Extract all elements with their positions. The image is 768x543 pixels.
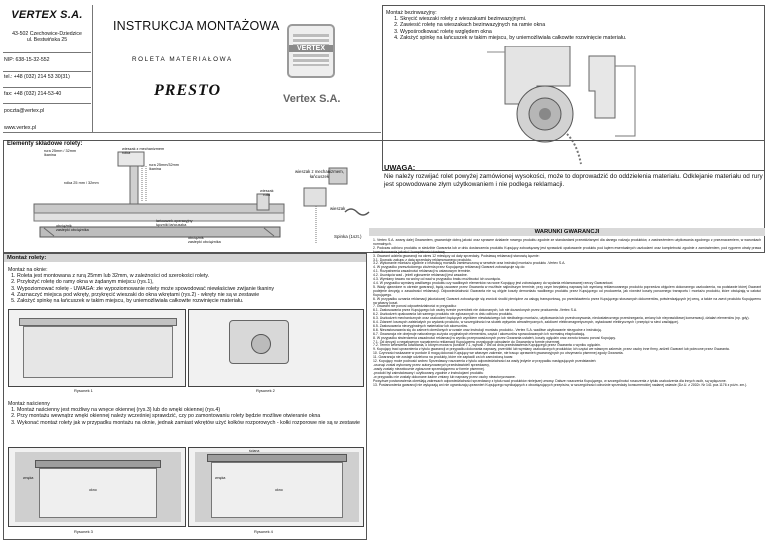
install-panel xyxy=(3,253,367,540)
warranty-paragraph: 6.3. Uszkodzeń mechanicznych oraz uszkodzeń będących wynikiem niewłaściwego lub niedbałego montażu, użytkowania lub przechowywania, niedostatecznego przestrzegania, zmiany lub nieprawidłowej konserwacji, działań elementów (np. gdy). xyxy=(373,316,750,321)
figure-4-caption: Rysunek 4 xyxy=(254,529,273,534)
warranty-paragraph: Powyższe postanowienia określają zakresach odpowiedzialności sprzedawcy z tytułu wad produktów niniejszej umowy. Dalsze roszczenia Kupującego, w szczególności roszczenia z tytułu uszkodzenia dla innych osób, są wyłączone. xyxy=(373,378,727,383)
figure-2 xyxy=(188,309,364,387)
label-sciana: ściana xyxy=(249,449,260,453)
label-spinka: Spinka (1szt.) xyxy=(334,234,362,239)
warranty-paragraph: -usunąć został wykonany przez autoryzowanych przedstawicieli sprzedawcy, xyxy=(373,363,490,367)
list-item: 1. Skręcić wieszaki rolety z wieszakami bezinwazyjnymi. xyxy=(400,16,749,22)
warranty-paragraph: -produkt był zainstalowany i użytkowany zgodnie z instrukcjami produktu xyxy=(373,370,484,375)
label-okno: okno xyxy=(89,488,97,492)
figure-3 xyxy=(8,447,186,527)
list-item: 2. Przyłożyć roletę do ramy okna w żądanym miejscu (rys.1), xyxy=(17,279,366,285)
list-item: 3. Wypoziomować roletę - UWAGA: złe wypoziomowanie rolety może spowodować niewłaściwe zwijanie tkaniny xyxy=(17,286,366,292)
warranty-paragraph: 1. Vertex S.A. zwany dalej Gwarantem, gwarantuje dobrą jakość oraz sprawne działanie nowego produktu zgodnie ze standardami przewidzianymi dla danego rodzaju produktów, z zastrzeżeniem użytkowania zgodnego z przeznaczeniem, w warunkach normalnych. xyxy=(373,238,761,246)
company-fax: fax: +48 (032) 214-53-40 xyxy=(4,91,62,98)
warranty-paragraph: 7.1. Od decyzji o negatywnym rozpatrzeniu reklamacji Kupującemu przysługuje odwołanie do Gwaranta w formie pisemnej. xyxy=(373,339,561,344)
warranty-paragraph: 12. Kupujący może podnosić wobec Sprzedawcy roszczenia z tytułu odpowiedzialności za wady jedynie w przypadku następujących przedstawień: xyxy=(373,359,597,364)
divider xyxy=(3,71,91,72)
list-item: 4. Zaznaczyć miejsca pod wkręty, przykręcić wieszaki do okna wkrętami (rys.2) - wkręty nie są w zestawie xyxy=(17,292,366,298)
warranty-paragraph: 9. Kupujący traci uprawnienia z tytułu gwarancji w przypadku dokonania naprawy, przeróbki lub wymiany uszkodzonych produktów, ich części we własnym zakresie, przez osoby inne firmy, aniżeli Gwarant lub polecone przez Gwaranta. xyxy=(373,347,730,352)
list-item: 3. Wypośrodkować roletę względem okna xyxy=(400,29,749,35)
page-title: INSTRUKCJA MONTAŻOWA xyxy=(113,19,280,33)
warranty-paragraph: 11. Gwarancja nie zostaje udzielona na produkty, które nie zapłacili za ich zamówioną towar. xyxy=(373,355,514,360)
noninvasive-title: Montaż bezinwazyjny: xyxy=(386,10,437,16)
list-item: 2. Przy montażu wewnątrz wnęki okiennej należy wcześniej sprawdzić, czy po zamontowaniu rolety będzie możliwe otwieranie okna xyxy=(17,413,364,419)
figure-1-caption: Rysunek 1 xyxy=(74,388,93,393)
label-wieszak1: wieszak z mechanizmem rolka xyxy=(122,147,165,156)
company-nip: NIP: 638-15-32-552 xyxy=(4,56,50,63)
warranty-paragraph: 3.1. Dowodu zakupu z datą sprzedaży reklamowanego produktu. xyxy=(373,257,472,262)
divider xyxy=(3,87,91,88)
warranty-paragraph: 4.1. Rozpatrzenia zasadności reklamacji w ustawowym terminie. xyxy=(373,269,472,274)
brand-name: Vertex S.A. xyxy=(283,93,341,105)
install-steps xyxy=(6,273,366,304)
install-window-title: Montaż na oknie: xyxy=(8,267,48,273)
company-tel: tel.: +48 (032) 214 53 30(31) xyxy=(4,73,70,80)
divider xyxy=(3,103,91,104)
divider xyxy=(3,132,381,133)
label-obciaznik: obciążnik zasłepki obciążnika xyxy=(56,224,89,233)
list-item: 2. Zawiesić roletę na wieszakach bezinwazyjnych na ramie okna xyxy=(400,22,749,28)
warranty-paragraph: 7.2. Termin wniesienia odwołania, o którym mowa w punkcie 7.1, wynosi 7 dni od dnia przedstawienia Kupującego przez Gwaranta o wyniku oględzin. xyxy=(373,343,601,348)
figure-4 xyxy=(188,447,364,527)
warning-title: UWAGA: xyxy=(384,163,416,172)
noninvasive-steps xyxy=(389,16,749,41)
label-obciaznik2: obciążnik zasłepki obciążnika xyxy=(188,236,221,245)
warranty-panel xyxy=(369,228,765,540)
install-wall-steps xyxy=(6,407,364,426)
list-item: 3. Wykonać montaż rolety jak w przypadku montażu na oknie, jednak zamiast wkrętów użyć kołków rozporowych - kołki rozporowe nie są w zestawie xyxy=(17,420,364,426)
figure-1 xyxy=(8,309,186,387)
vertex-badge: VERTEX xyxy=(287,24,335,78)
install-title: Montaż rolety: xyxy=(4,254,366,262)
warranty-paragraph: 6.6. Niezastosowania się do zaleceń określonych w czasie oraz instrukcji montażu produktu - Vertex S.A. wadliwe użytkowanie niezgodne z instrukcją. xyxy=(373,327,602,332)
list-item: 1. Montaż naścienny jest możliwy na wnęce okiennej (rys.3) lub do wnęki okiennej (rys.4) xyxy=(17,407,364,413)
warning-text: Nie należy rozwijać rolet powyżej zamówionej wysokości, może to doprowadzić do oddzielenia materiału. Odklejanie materiału od rury jest spowodowane złym użytkowaniem i nie podlega reklamacji. xyxy=(384,173,763,188)
company-www[interactable]: www.vertex.pl xyxy=(4,124,36,131)
label-rura1: rura 25mm / 32mm lkanina xyxy=(44,149,77,158)
label-wieszak-mech: wieszak z mechanizmem, łańcuszek xyxy=(295,169,344,179)
warranty-paragraph: -wady zostały niezwłocznie zgłoszone sprzedającemu w formie pisemnej. xyxy=(373,366,485,371)
warranty-paragraph: 6.2. Uszkodzeń opakowania lub samego produktu nie zgłoszonych w dniu odbioru produktu. xyxy=(373,312,514,317)
label-wneka-2: wnęka xyxy=(215,476,226,480)
label-wieszak3: wieszak xyxy=(330,206,346,211)
install-wall-title: Montaż naścienny xyxy=(8,401,50,407)
warranty-paragraph: 3. Gwarant udziela gwarancji na okres 12 miesięcy od daty sprzedaży. Podstawą reklamacji stanowią łącznie: xyxy=(373,253,540,258)
company-block xyxy=(3,6,91,130)
company-logo: VERTEX S.A. xyxy=(11,9,83,21)
warranty-paragraph: 4. W przypadku przeszkolonego złożenia przez Kupującego reklamacji Gwarant zobowiązuje się do: xyxy=(373,265,526,270)
warranty-paragraph: 6.5. Zastosowania nieoryginalnych materiałów lub akcesoriów. xyxy=(373,323,468,328)
warranty-paragraph: 5. Wady ujawnione w okresie gwarancji, będą usuwane przez Gwaranta w możliwie najkrótszym terminie, przy czym bezpłatną naprawę lub wymianę reklamowanego produktu poprzedza objęciem dokonanego uszkodzenia, na podstawie której Gwarant podejmie decyzję o zasadności reklamacji. Odpowiedzialność Gwaranta nie są objęte koszty demontażu wadliwego produktu przez Kupującego od producenta, jak również koszty ponownego transportu i montażu produktu, które obciążają w całości Kupującego. xyxy=(373,284,761,297)
list-item: 4. Założyć spinkę na łańcuszek w takim miejscu, by uniemożliwiała całkowite rozwinięcie materiału. xyxy=(400,35,749,41)
warranty-paragraph: -w przypadku nie zostały dokonane żadne zmiany lub naprawy przez osoby nieautoryzowane. xyxy=(373,374,516,379)
divider xyxy=(92,5,93,132)
warranty-paragraph: 6. W przypadku uznania reklamacji jakościowej Gwarant zobowiązuje się zwrócić środki pieniężne za usługę transportową, po przedstawieniu przez Kupującego stosownych dokumentów, potwierdzających jej cenę, a także na zwrot produktu Kupującemu na własny koszt. xyxy=(373,296,761,305)
warranty-paragraph: 2. Podczas odbioru produktu w siedzibie Gwaranta lub w dniu dostarczenia produktu Kupujący zobowiązany jest sprawdzić opakowanie produktu pod kątem ewentualnych uszkodzeń oraz kompletność zgodnie z zamówieniem, pod rygorem utraty prawa kwestionowania jakości i kompletności dostawy. xyxy=(373,245,761,254)
label-okno-2: okno xyxy=(275,488,283,492)
product-subtitle: ROLETA MATERIAŁOWA xyxy=(132,56,233,63)
warranty-paragraph: 7. Gwarant nie ponosi odpowiedzialności w przypadku: xyxy=(373,304,457,309)
label-wneka: wnęka xyxy=(23,476,34,480)
warranty-paragraph: 4.2. Usunięcia wad - jeżeli zgłoszenie reklamacji jest zasadne. xyxy=(373,273,468,278)
label-wieszak2: wieszak rolki xyxy=(260,189,274,198)
product-model: PRESTO xyxy=(154,82,222,99)
warranty-paragraph: 6.7. Gwarancja nie obejmuje naturalnego zużycia oryginalnych elementów, części i akcesoriów spowodowanych ich normalną eksploatacją. xyxy=(373,331,586,336)
warranty-paragraph: 13. Postanowienia gwarancji nie wyłączają ani nie ograniczają uprawnień Kupującego wynikających z obowiązujących przepisów, w szczególności odnośnie sprzedaży konsumenckiej nadanej ustawie (Dz.U. z 2002r. Nr 141 poz.1176 z późn. zm.). xyxy=(373,382,748,387)
figure-3-caption: Rysunek 3 xyxy=(74,529,93,534)
warranty-paragraph: 10. Czynności wskazane w punkcie 8 mogą dokonać Kupujący we własnym zakresie, nie tracąc uprawnień gwarancyjnych po otrzymaniu pisemnej zgody Gwaranta. xyxy=(373,351,624,356)
warranty-paragraph: 8. W przypadku stwierdzenia zasadności reklamacji w wyniku przeprowadzonych przez Gwaranta ustaleń, koszty oględzin oraz zwrotu towaru ponosi Kupujący. xyxy=(373,335,616,340)
warranty-paragraph: 4.3. Wymiany towaru na wolny od wad w przypadku braku możliwości ich usunięcia. xyxy=(373,277,501,282)
label-rura2: rura 25mm/32mm lkanina xyxy=(149,163,179,172)
company-email[interactable]: poczta@vertex.pl xyxy=(4,108,45,115)
warranty-paragraph: 6.1. Zastosowania przez Kupującego lub osoby trzecie przeróbek nie dokonanych, lub nie dozwolonych przez producenta -Vertex S.A. xyxy=(373,308,578,313)
company-address: 43-502 Czechowice-Dziedzice ul. Bestwińska 25 xyxy=(12,31,82,44)
warranty-paragraph: 6.4. Zdarzeń losowych zaistniałych po wydaniu produktu, w szczególności na skutek wpływów atmosferycznych, zakłóceń elektromagnetycznych, wyładowań elektrycznych i przepięć w sieci zasilającej. xyxy=(373,320,679,325)
list-item: 5. Założyć spinkę na łańcuszek w takim miejscu, by uniemożliwiała całkowite rozwinięcie materiału. xyxy=(17,298,366,304)
list-item: 1. Roleta jest montowana z rurą 25mm lub 32mm, w zależności od szerokości rolety. xyxy=(17,273,366,279)
label-rolka: rolka 25 mm / 32mm xyxy=(64,181,99,185)
warranty-paragraph: 3.2. Wykonanie montażu zgodnie z instrukcją montażu zamieszczoną w serwisie oraz instrukcji montażu produktu -Vertex S.A. xyxy=(373,261,566,266)
divider xyxy=(3,52,91,53)
figure-2-caption: Rysunek 2 xyxy=(256,388,275,393)
label-lancuszek: łańcuszek-operacyjny łączniki łańcuszka xyxy=(156,219,193,228)
warranty-title: WARUNKI GWARANCJI xyxy=(369,228,765,236)
components-title: Elementy składowe rolety: xyxy=(7,141,83,147)
warranty-text xyxy=(369,236,765,387)
warranty-paragraph: 4.4. W przypadku wymiany wadliwego produktu czy wadliwych elementów na nowe Kupujący jest zobowiązany do wydania reklamowanej rzeczy Gwarantowi. xyxy=(373,280,614,285)
